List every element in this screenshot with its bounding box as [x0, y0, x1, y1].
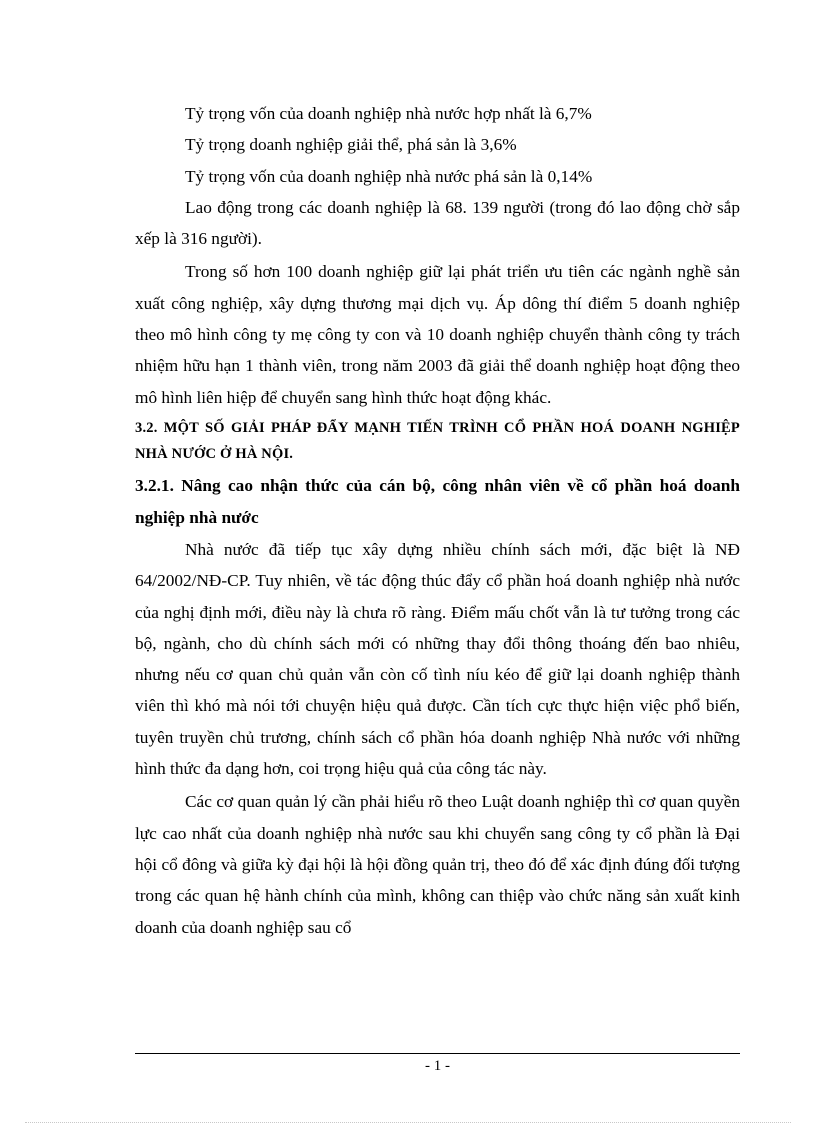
paragraph-new-policies: Nhà nước đã tiếp tục xây dựng nhiều chính sách mới, đặc biệt là NĐ 64/2002/NĐ-CP. Tuy nhiên, về tác động thúc đẩy cổ phần hoá doanh nghiệp nhà nước của nghị định mới, điều này là chưa rõ ràng. Điểm mấu chốt vẫn là tư tưởng trong các bộ, ngành, cho dù chính sách mới có những thay đổi thông thoáng đến bao nhiêu, nhưng nếu cơ quan chủ quản vẫn còn cố tình níu kéo để giữ lại doanh nghiệp thành viên thì khó mà nói tới chuyện hiệu quả được. Cần tích cực thực hiện việc phổ biến, tuyên truyền chủ trương, chính sách cổ phần hóa doanh nghiệp Nhà nước với những hình thức đa dạng hơn, coi trọng hiệu quả của công tác này. — [135, 539, 740, 779]
paragraph-dissolved-bankrupt-share: Tỷ trọng doanh nghiệp giải thể, phá sản là 3,6% — [185, 135, 517, 155]
paragraph-capital-bankrupt-share: Tỷ trọng vốn của doanh nghiệp nhà nước phá sản là 0,14% — [185, 166, 593, 186]
page-content — [135, 98, 740, 943]
page-number: - 1 - — [425, 1058, 450, 1074]
footer-divider — [135, 1053, 740, 1054]
paragraph-management-agencies: Các cơ quan quản lý cần phải hiểu rõ theo Luật doanh nghiệp thì cơ quan quyền lực cao nhất của doanh nghiệp nhà nước sau khi chuyển sang công ty cổ phần là Đại hội cổ đông và giữa kỳ đại hội là hội đồng quản trị, theo đó để xác định đúng đối tượng trong các quan hệ hành chính của mình, không can thiệp vào chức năng sản xuất kinh doanh của doanh nghiệp sau cổ — [135, 792, 740, 937]
paragraph-capital-merged-share: Tỷ trọng vốn của doanh nghiệp nhà nước hợp nhất là 6,7% — [185, 104, 592, 123]
paragraph-retained-enterprises: Trong số hơn 100 doanh nghiệp giữ lại phát triển ưu tiên các ngành nghề sản xuất công nghiệp, xây dựng thương mại dịch vụ. Áp dông thí điểm 5 doanh nghiệp theo mô hình công ty mẹ công ty con và 10 doanh nghiệp chuyển thành công ty trách nhiệm hữu hạn 1 thành viên, trong năm 2003 đã giải thể doanh nghiệp hoạt động theo mô hình liên hiệp để chuyển sang hình thức hoạt động khác. — [135, 262, 740, 407]
subsection-heading: 3.2.1. Nâng cao nhận thức của cán bộ, công nhân viên về cổ phần hoá doanh nghiệp nhà nước — [135, 475, 740, 527]
section-heading: 3.2. MỘT SỐ GIẢI PHÁP ĐẨY MẠNH TIẾN TRÌNH CỔ PHẦN HOÁ DOANH NGHIỆP NHÀ NƯỚC Ở HÀ NỘI. — [135, 419, 740, 462]
paragraph-labor-count: Lao động trong các doanh nghiệp là 68. 139 người (trong đó lao động chờ sắp xếp là 316 người). — [135, 197, 740, 249]
